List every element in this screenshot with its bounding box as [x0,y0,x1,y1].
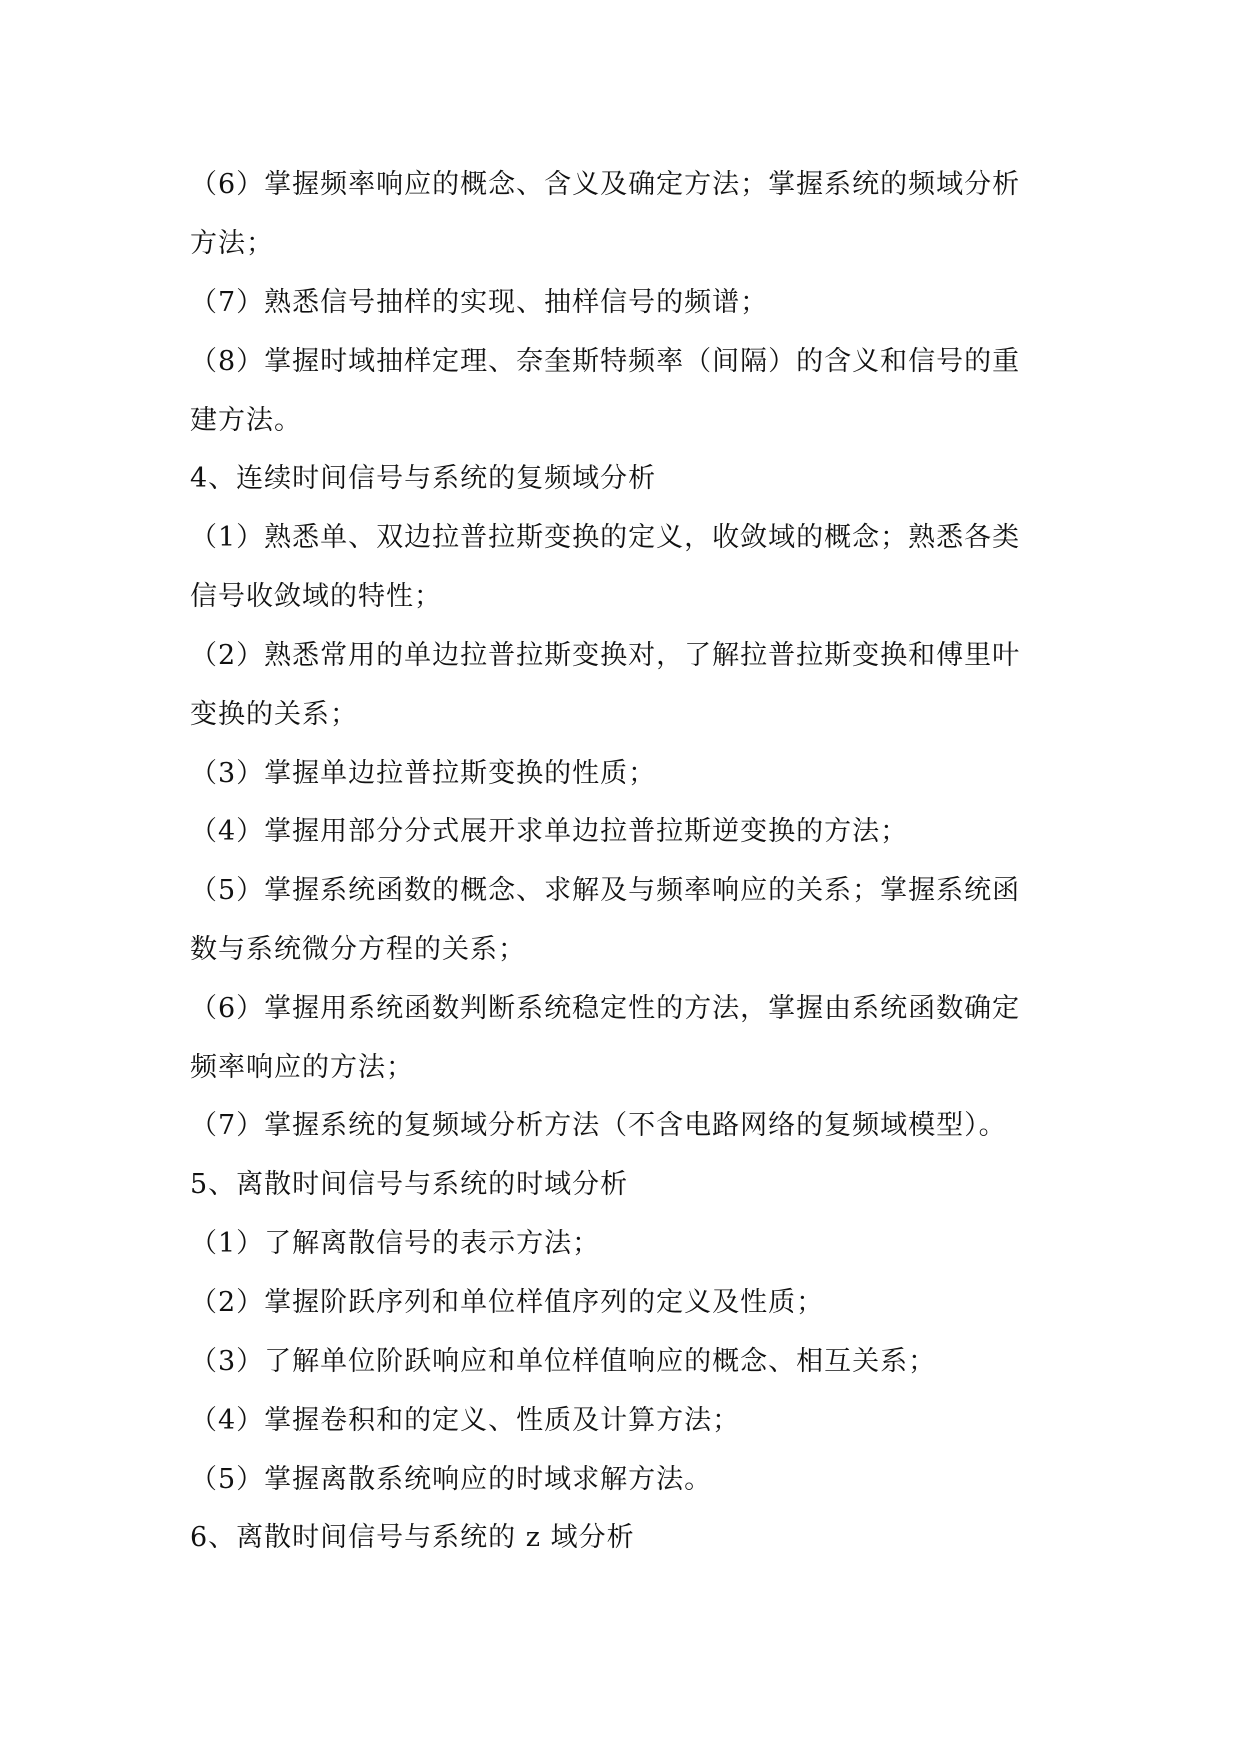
text-line: （5）掌握系统函数的概念、求解及与频率响应的关系；掌握系统函 [190,875,1021,906]
text-line: 信号收敛域的特性； [190,581,442,612]
text-line: （2）掌握阶跃序列和单位样值序列的定义及性质； [190,1287,825,1318]
text-line: （1）熟悉单、双边拉普拉斯变换的定义，收敛域的概念；熟悉各类 [190,522,1021,553]
text-line: （3）了解单位阶跃响应和单位样值响应的概念、相互关系； [190,1346,937,1377]
section-heading: 5、离散时间信号与系统的时域分析 [190,1169,629,1200]
text-line: （7）掌握系统的复频域分析方法（不含电路网络的复频域模型）。 [190,1110,1007,1141]
text-line: （1）了解离散信号的表示方法； [190,1228,601,1259]
section-heading: 4、连续时间信号与系统的复频域分析 [190,463,657,494]
text-line: 数与系统微分方程的关系； [190,934,526,965]
text-line: 建方法。 [190,405,302,436]
text-line: 变换的关系； [190,699,358,730]
text-line: （6）掌握用系统函数判断系统稳定性的方法，掌握由系统函数确定 [190,993,1021,1024]
text-line: （4）掌握卷积和的定义、性质及计算方法； [190,1405,741,1436]
text-line: （8）掌握时域抽样定理、奈奎斯特频率（间隔）的含义和信号的重 [190,346,1021,377]
text-line: （5）掌握离散系统响应的时域求解方法。 [190,1464,713,1495]
section-heading: 6、离散时间信号与系统的 z 域分析 [190,1522,635,1553]
text-line: 频率响应的方法； [190,1052,414,1083]
text-line: （3）掌握单边拉普拉斯变换的性质； [190,758,657,789]
text-line: （6）掌握频率响应的概念、含义及确定方法；掌握系统的频域分析 [190,169,1021,200]
text-line: （7）熟悉信号抽样的实现、抽样信号的频谱； [190,287,769,318]
text-line: 方法； [190,228,274,259]
text-line: （2）熟悉常用的单边拉普拉斯变换对，了解拉普拉斯变换和傅里叶 [190,640,1021,671]
text-line: （4）掌握用部分分式展开求单边拉普拉斯逆变换的方法； [190,816,909,847]
